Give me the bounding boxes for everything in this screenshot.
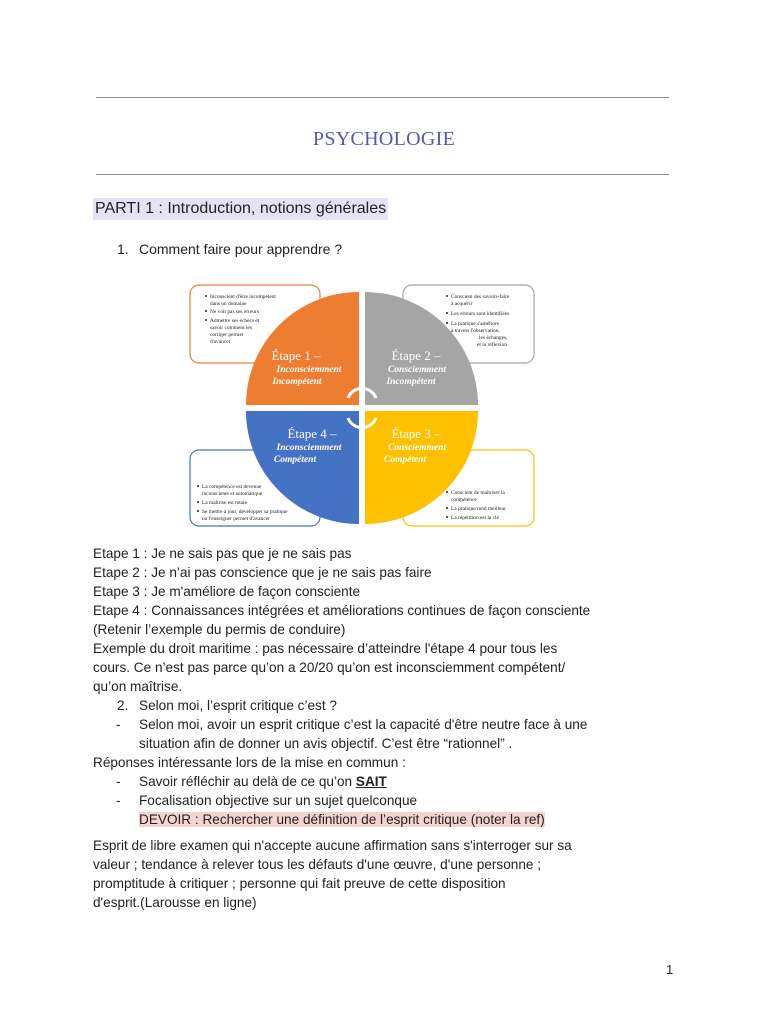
box-tr-line-7: et la réflexion	[477, 342, 507, 348]
step-4-line: Etape 4 : Connaissances intégrées et améliorations continues de façon consciente	[93, 603, 591, 618]
definition-line-4: d'esprit.(Larousse en ligne)	[93, 895, 257, 910]
diagram-svg	[188, 280, 536, 530]
box-tr-line-1: Conscient des savoirs-faire	[451, 294, 510, 300]
box-tl-line-5: savoir comment les	[210, 325, 252, 331]
bullet-icon	[446, 295, 448, 297]
body-text	[93, 544, 693, 829]
box-tl-line-1: Inconscient d'être incompétent	[210, 294, 276, 300]
box-tr-line-3: Les erreurs sont identifiées	[451, 311, 510, 317]
box-bl-line-1: La compétence est devenue	[202, 484, 262, 490]
bottom-rule	[96, 174, 669, 175]
bullet-icon	[197, 510, 199, 512]
bullet-icon	[446, 491, 448, 493]
bullet-icon	[205, 310, 207, 312]
permit-note-line: (Retenir l’exemple du permis de conduire)	[93, 622, 346, 637]
document-title: PSYCHOLOGIE	[312, 128, 456, 150]
question-2-text: Selon moi, l’esprit critique c’est ?	[139, 698, 337, 713]
response-1-prefix: Savoir réfléchir au delà de ce qu’on	[139, 774, 356, 789]
response-item-2	[93, 791, 693, 810]
bullet-icon	[446, 516, 448, 518]
bullet-icon	[446, 312, 448, 314]
box-tr-line-5: à travers l'observation,	[451, 328, 500, 334]
box-br-line-3: La pratique rend meilleur	[451, 506, 506, 512]
opinion-item	[93, 715, 693, 734]
box-tr-line-6: les échanges,	[479, 335, 508, 341]
box-tl-line-3: Ne voit pas ses erreurs	[210, 309, 259, 315]
homework-line	[93, 810, 693, 829]
box-tr-line-4: La pratique s'améliore	[451, 321, 499, 327]
response-1-emphasis: SAIT	[355, 774, 387, 789]
box-bl-line-3: La maîtrise est totale	[202, 500, 248, 506]
opinion-line-1: Selon moi, avoir un esprit critique c’est la capacité d'être neutre face à une	[139, 717, 588, 732]
box-br-line-4: La répétition est la clé	[451, 515, 499, 521]
box-bl-line-4: Se mettre à jour, développer sa pratique	[202, 509, 288, 515]
stage-1-subtitle-1: Inconsciemment	[276, 365, 342, 375]
maritime-line-1: Exemple du droit maritime : pas nécessaire d’atteindre l'étape 4 pour tous les	[93, 641, 558, 656]
bullet-icon	[446, 322, 448, 324]
bullet-icon	[197, 501, 199, 503]
bullet-icon	[446, 507, 448, 509]
stage-2-title: Étape 2 –	[391, 348, 441, 363]
step-2-line: Etape 2 : Je n’ai pas conscience que je ne sais pas faire	[93, 565, 432, 580]
box-tl-line-6: corriger permet	[210, 332, 244, 338]
stage-4-subtitle-2: Compétent	[273, 455, 317, 465]
question-2-number: 2.	[117, 698, 129, 713]
stage-3-subtitle-1: Consciemment	[387, 443, 447, 453]
top-rule	[96, 97, 669, 98]
definition-line-3: promptitude à critiquer ; personne qui fait preuve de cette disposition	[93, 876, 506, 891]
stage-2-subtitle-1: Consciemment	[387, 365, 447, 375]
stage-4-subtitle-1: Inconsciemment	[276, 443, 342, 453]
stage-1-title: Étape 1 –	[271, 348, 321, 363]
stage-1-subtitle-2: Incompétent	[272, 377, 322, 387]
stage-4-title: Étape 4 –	[287, 426, 337, 441]
step-1-line: Etape 1 : Je ne sais pas que je ne sais pas	[93, 546, 352, 561]
maritime-line-2: cours. Ce n’est pas parce qu’on a 20/20 qu’on est inconsciemment compétent/	[93, 660, 566, 675]
bullet-icon	[205, 295, 207, 297]
dash-icon: -	[116, 717, 121, 732]
question-1-text: Comment faire pour apprendre ?	[139, 241, 343, 257]
response-2-line-1: Focalisation objective sur un sujet quelconque	[139, 793, 418, 808]
box-br-line-1: Conscient de maîtriser la	[451, 490, 505, 496]
box-tl-line-2: dans un domaine	[210, 301, 247, 307]
definition-line-1: Esprit de libre examen qui n'accepte aucune affirmation sans s'interroger sur sa	[93, 838, 572, 853]
box-tl-line-4: Admettre ses échecs et	[210, 318, 260, 324]
stage-3-subtitle-2: Compétent	[383, 455, 427, 465]
opinion-line-2: situation afin de donner un avis objectif. C’est être “rationnel” .	[139, 736, 513, 751]
page-number: 1	[666, 962, 674, 977]
definition-line-2: valeur ; tendance à relever tous les défauts d'une œuvre, d'une personne ;	[93, 857, 542, 872]
definition-block	[93, 836, 693, 912]
box-tl-line-7: d'avancer	[210, 339, 231, 345]
response-item-1	[93, 772, 693, 791]
dash-icon: -	[116, 774, 121, 789]
box-bl-line-5: ou l'enseigner permet d'avancer	[202, 516, 270, 522]
homework-highlight: DEVOIR : Rechercher une définition de l’esprit critique (noter la ref)	[139, 812, 545, 827]
section-heading: PARTI 1 : Introduction, notions générales	[93, 198, 388, 220]
question-2	[93, 696, 693, 715]
step-3-line: Etape 3 : Je m'améliore de façon consciente	[93, 584, 361, 599]
box-br-line-2: compétence	[451, 497, 477, 503]
dash-icon: -	[116, 793, 121, 808]
box-tr-line-2: à acquérir	[451, 301, 473, 307]
box-bl-line-2: inconsciente et automatique	[202, 491, 263, 497]
question-1-number: 1.	[117, 241, 129, 257]
bullet-icon	[205, 319, 207, 321]
stage-2-subtitle-2: Incompétent	[386, 377, 436, 387]
question-1	[117, 241, 342, 257]
bullet-icon	[197, 485, 199, 487]
responses-intro: Réponses intéressante lors de la mise en commun :	[93, 755, 406, 770]
maritime-line-3: qu’on maîtrise.	[93, 679, 183, 694]
stage-3-title: Étape 3 –	[391, 426, 441, 441]
learning-stages-diagram	[188, 280, 536, 530]
